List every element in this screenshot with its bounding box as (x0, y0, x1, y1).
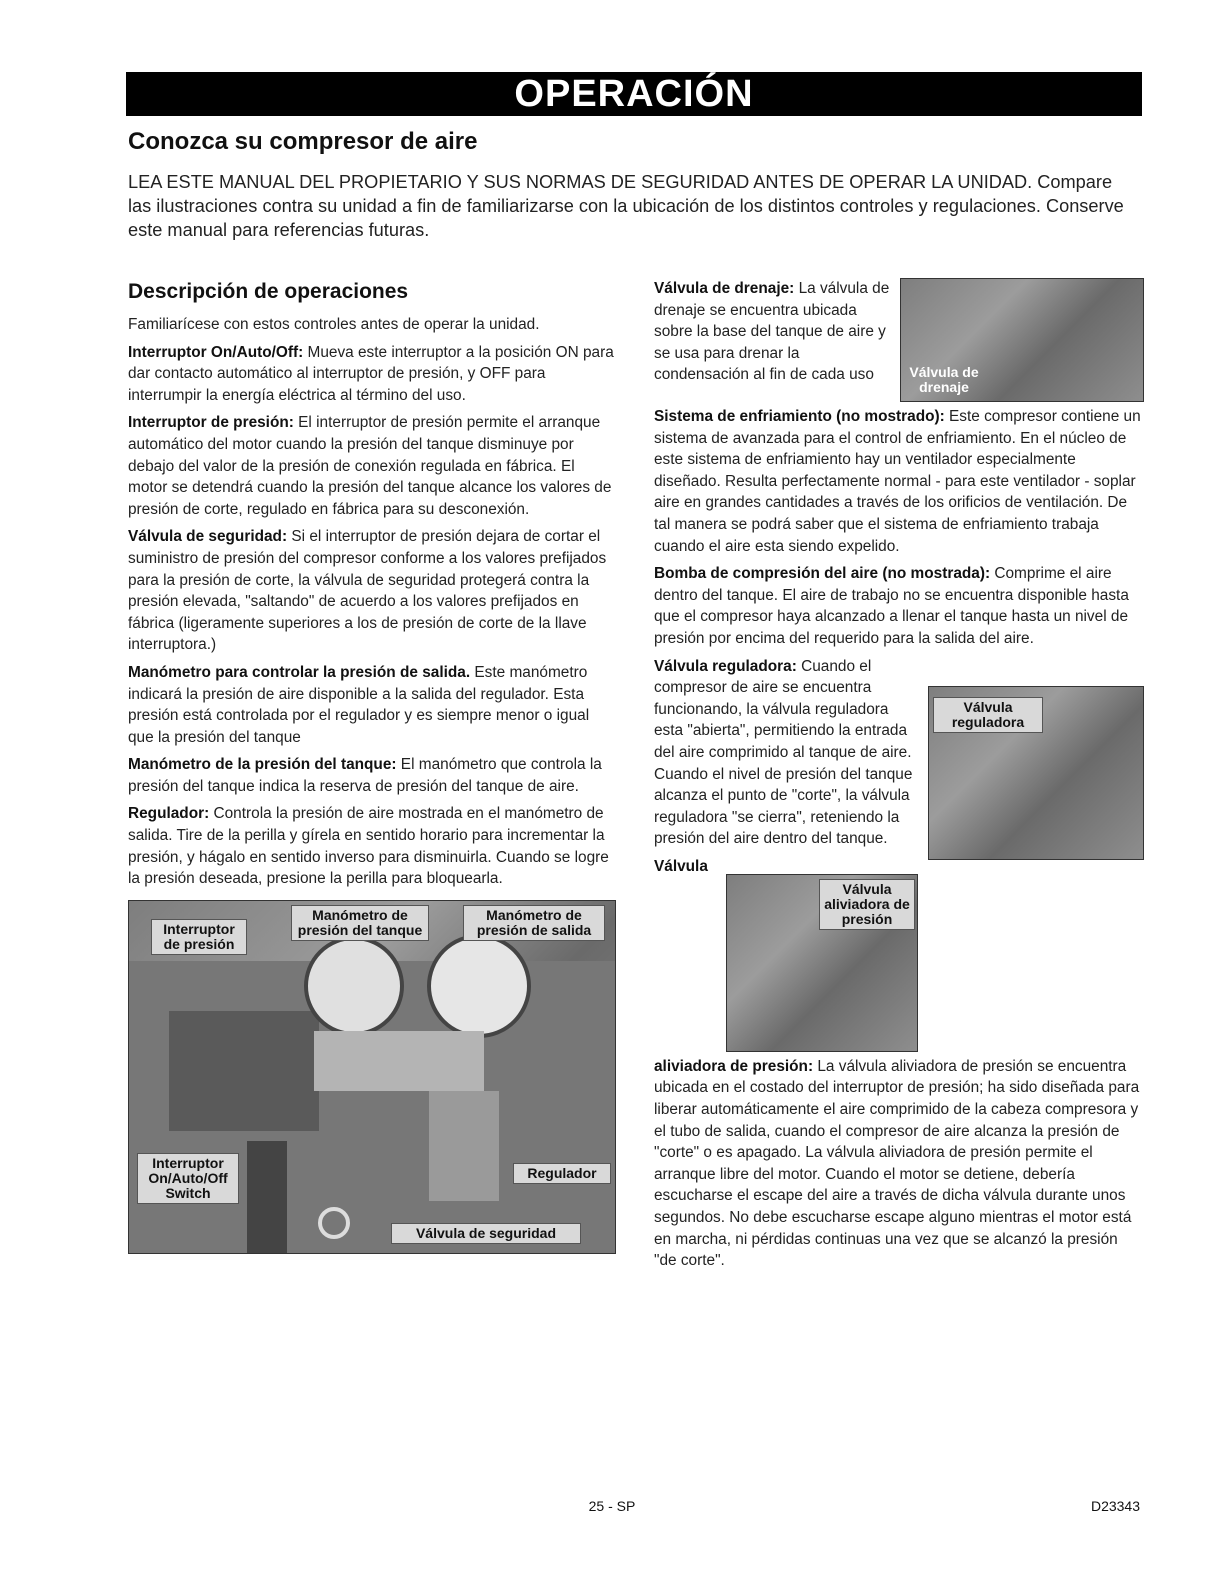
item-term: Válvula aliviadora de presión: (654, 857, 814, 1075)
item-term: Bomba de compresión del aire (no mostrada): (654, 565, 991, 583)
item-interruptor-presion (128, 412, 614, 520)
callout-aliviadora: Válvula aliviadora de presión (819, 879, 915, 930)
manifold (314, 1031, 484, 1091)
regulator-body (429, 1091, 499, 1201)
section-heading: Descripción de operaciones (128, 280, 409, 303)
item-text: Si el interruptor de presión dejara de cortar el suministro de presión del compresor conforme a los valores prefijados para la presión de corte, la válvula de seguridad protegerá contra la presión elevada, "saltando" de acuerdo a los valores prefijados en fábrica (ligeramente superiores a los de presión de corte de la llave interruptora.) (128, 528, 607, 654)
callout-regulador: Regulador (513, 1163, 611, 1184)
item-term: Sistema de enfriamiento (no mostrado): (654, 408, 945, 425)
item-text: Comprime el aire dentro del tanque. El aire de trabajo no se encuentra disponible hasta que el compresor haya alcanzado a llenar el tanque hasta un nivel de presión por encima del requerido para la salida del aire. (654, 565, 1129, 647)
item-term: Manómetro de la presión del tanque: (128, 756, 397, 774)
callout-onoff: Interruptor On/Auto/Off Switch (137, 1153, 239, 1204)
document-code: D23343 (1090, 1498, 1140, 1514)
item-bomba (654, 563, 1144, 649)
right-column (654, 278, 1144, 1278)
callout-seguridad: Válvula de seguridad (391, 1223, 581, 1244)
item-manometro-salida (128, 662, 614, 748)
page-title: Conozca su compresor de aire (128, 128, 478, 155)
item-valvula-seguridad (128, 526, 614, 656)
onoff-lever (247, 1141, 287, 1253)
item-text: El interruptor de presión permite el arranque automático del motor cuando la presión del tanque disminuye por debajo del valor de la presión de conexión regulada en fábrica. El motor se detendrá cuando la presión del tanque alcance los valores de presión de corte, regulado en fábrica para su desconexión. (128, 414, 612, 518)
item-term: Válvula de seguridad: (128, 528, 288, 546)
item-term: Válvula reguladora: (654, 657, 797, 675)
drain-valve-photo (900, 278, 1144, 402)
item-term: Interruptor de presión: (128, 414, 294, 432)
callout-interruptor-presion: Interruptor de presión (151, 919, 247, 955)
item-regulador (128, 803, 614, 889)
item-onoff (128, 342, 614, 407)
item-manometro-tanque (128, 754, 614, 797)
callout-manometro-tanque: Manómetro de presión del tanque (291, 905, 429, 941)
callout-drenaje: Válvula de drenaje (909, 364, 979, 395)
item-text: Este manómetro indicará la presión de aire disponible a la salida del regulador. Esta presión está controlada por el regulador y es siempre menor o igual que la presión del tanque (128, 663, 590, 746)
item-text: El manómetro que controla la presión del tanque indica la reserva de presión del tanque de aire. (128, 756, 602, 795)
regulating-valve-photo (928, 686, 1144, 860)
item-term: Manómetro para controlar la presión de salida. (128, 663, 471, 681)
compressor-controls-photo (128, 900, 616, 1254)
callout-reguladora: Válvula reguladora (933, 697, 1043, 733)
outlet-gauge (429, 936, 529, 1036)
relief-valve-photo (726, 874, 918, 1052)
item-text: La válvula de drenaje se encuentra ubicada sobre la base del tanque de aire y se usa para drenar la condensación al fin de cada uso (654, 280, 890, 384)
item-text: Este compresor contiene un sistema de avanzada para el control de enfriamiento. En el núcleo de este sistema de enfriamiento hay un ventilador especialmente diseñado. Resulta perfectamente normal - para este ventilador - soplar aire en grandes cantidades a través de los orificios de ventilación. De tal manera se podrá saber que el sistema de enfriamiento trabaja cuando el aire esta siendo expelido. (654, 408, 1141, 555)
switch-box (169, 1011, 319, 1131)
left-column (128, 280, 614, 1254)
desc-intro: Familiarícese con estos controles antes de operar la unidad. (128, 316, 540, 333)
callout-manometro-salida: Manómetro de presión de salida (463, 905, 605, 941)
item-text: Cuando el compresor de aire se encuentra funcionando, la válvula reguladora esta "abierta", permitiendo la entrada del aire comprimido al tanque de aire. Cuando el nivel de presión del tanque alcanza el punto de "corte", la válvula reguladora "se cierra", reteniendo la presión del aire dentro del tanque. (654, 657, 913, 848)
section-banner: OPERACIÓN (126, 72, 1142, 116)
item-text: Mueva este interruptor a la posición ON para dar contacto automático al interruptor de presión, y OFF para interrumpir la energía eléctrica al término del uso. (128, 343, 614, 404)
item-term: Regulador: (128, 805, 210, 823)
item-term: Válvula de drenaje: (654, 280, 795, 297)
intro-paragraph: LEA ESTE MANUAL DEL PROPIETARIO Y SUS NORMAS DE SEGURIDAD ANTES DE OPERAR LA UNIDAD. Compare las ilustraciones contra su unidad a fin de familiarizarse con la ubicación de los distintos controles y regulaciones. Conserve este manual para referencias futuras. (128, 172, 1124, 240)
item-text: Controla la presión de aire mostrada en el manómetro de salida. Tire de la perilla y gírela en sentido horario para incrementar la presión, y hágalo en sentido inverso para disminuirla. Cuando se logre la presión deseada, presione la perilla para bloquearla. (128, 805, 609, 888)
item-text: La válvula aliviadora de presión se encuentra ubicada en el costado del interruptor de presión; ha sido diseñada para liberar automáticamente el aire comprimido de la cabeza compresora y el tubo de salida, cuando el compresor de aire alcanza la presión de "corte" o es apagado. La válvula aliviadora de presión permite el arranque libre del motor. Cuando el motor se detiene, debería escucharse el escape del aire a través de dicha válvula durante unos segundos. No debe escucharse escape alguno mientras el motor está en marcha, ni pérdidas continuas una vez que se alcanzó la presión "de corte". (654, 1057, 1140, 1270)
item-enfriamiento (654, 406, 1144, 557)
tank-gauge (306, 938, 402, 1034)
page-number: 25 - SP (588, 1498, 636, 1514)
item-term: Interruptor On/Auto/Off: (128, 343, 304, 361)
